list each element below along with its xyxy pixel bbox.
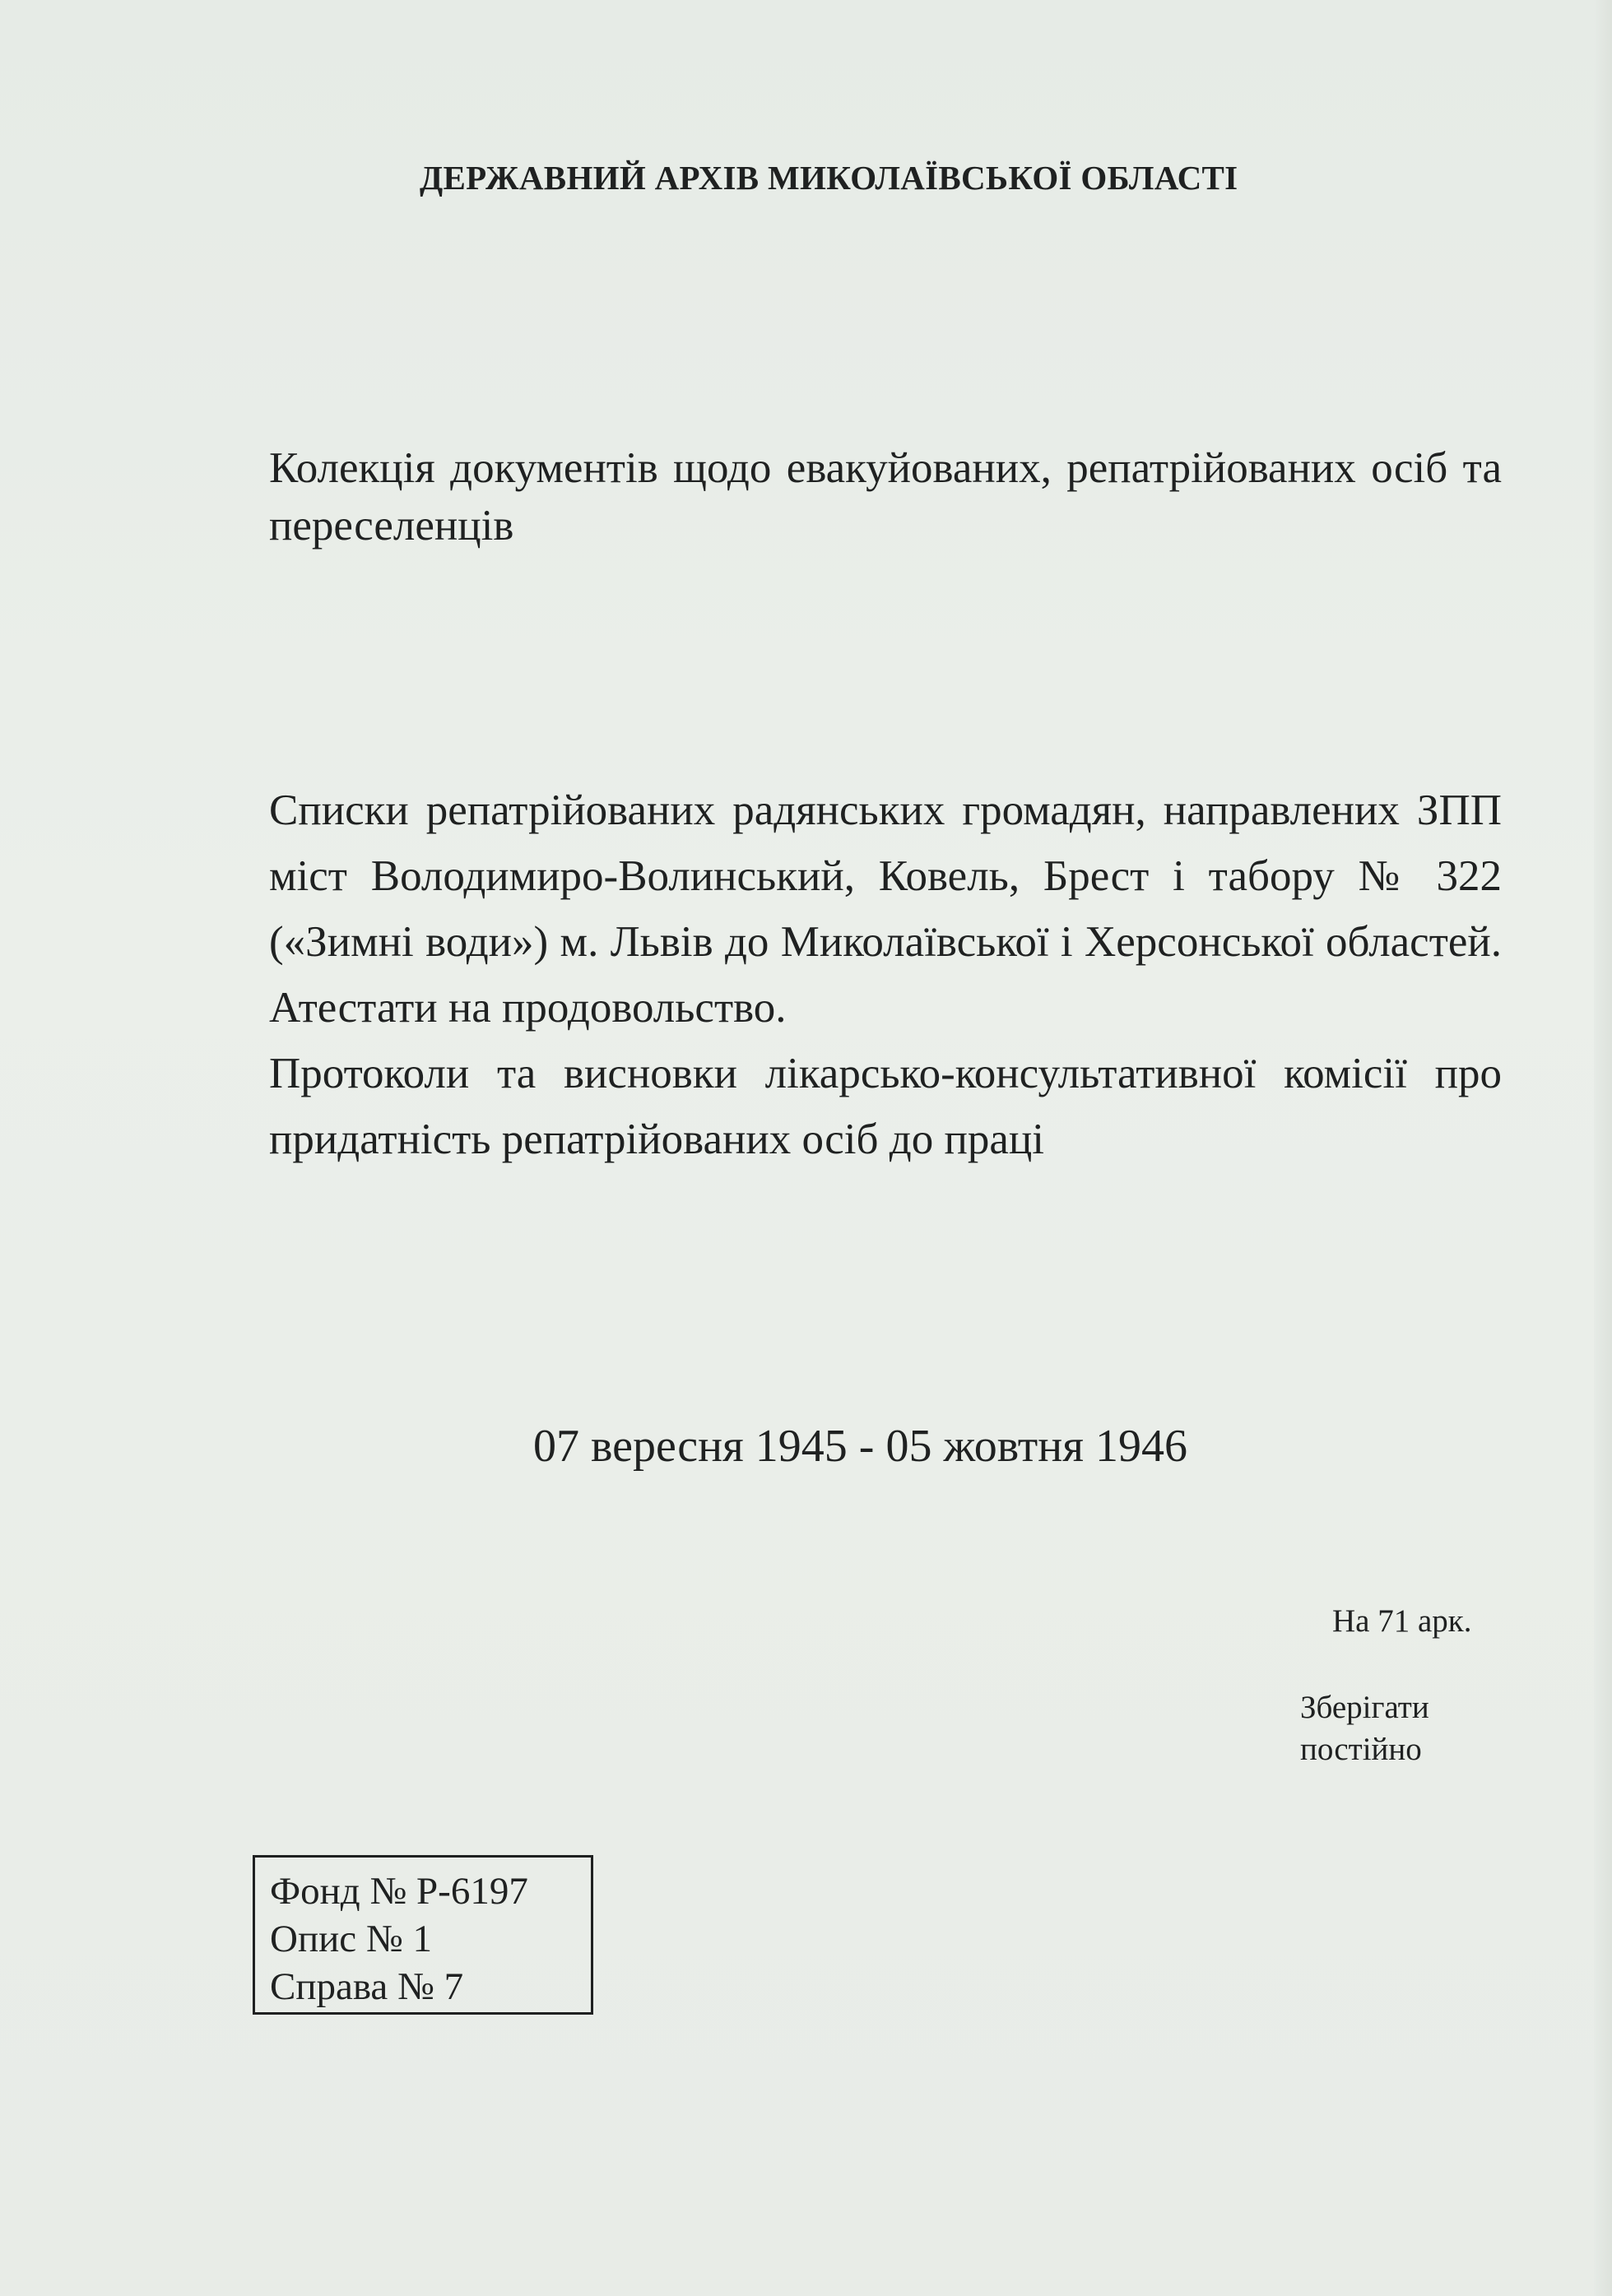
archive-name-heading: ДЕРЖАВНИЙ АРХІВ МИКОЛАЇВСЬКОЇ ОБЛАСТІ	[420, 159, 1238, 197]
opys-number: Опис № 1	[270, 1918, 432, 1960]
paper-edge-shadow	[1594, 0, 1612, 2296]
date-range: 07 вересня 1945 - 05 жовтня 1946	[533, 1421, 1187, 1472]
retention-note	[1300, 1686, 1481, 1770]
retention-line-1: Зберігати	[1300, 1690, 1429, 1725]
description-paragraph-protocols: Протоколи та висновки лікарсько-консультативної комісії про придатність репатрійованих осіб до праці	[269, 1050, 1502, 1163]
sheet-count: На 71 арк.	[1332, 1603, 1472, 1639]
fond-number: Фонд № Р-6197	[270, 1870, 528, 1913]
retention-line-2: постійно	[1300, 1732, 1422, 1767]
file-description	[269, 777, 1502, 1172]
description-paragraph-lists: Списки репатрійованих радянських громадян, направлених ЗПП міст Володимиро-Волинський, Ковель, Брест і табору № 322 («Зимні води») м. Львів до Миколаївської і Херсонської областей. Атестати на продовольство.	[269, 786, 1502, 1032]
collection-title: Колекція документів щодо евакуйованих, репатрійованих осіб та переселенців	[269, 444, 1502, 550]
file-reference-box	[253, 1855, 593, 2015]
sprava-number: Справа № 7	[270, 1965, 464, 2008]
